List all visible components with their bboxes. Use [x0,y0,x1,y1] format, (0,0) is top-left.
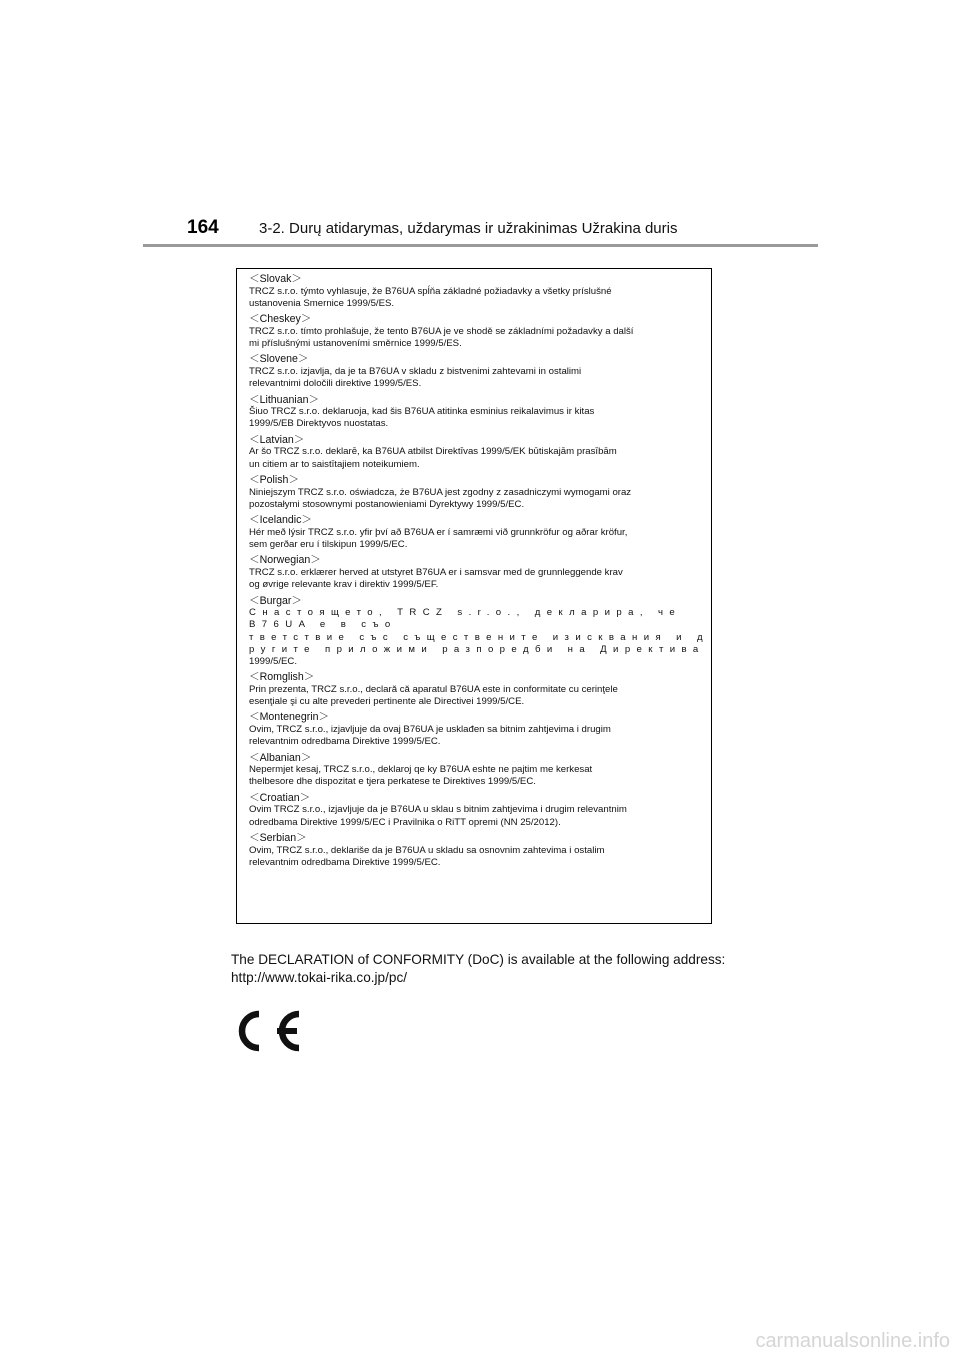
declaration-entry [249,832,711,869]
declaration-language: ＜Slovak＞ [249,273,302,285]
declaration-language: ＜Romglish＞ [249,671,315,684]
declaration-entry [249,554,711,591]
declaration-language: ＜Croatian＞ [249,791,311,804]
declaration-language: ＜Serbian＞ [249,832,307,845]
declaration-language: ＜Slovene＞ [249,353,309,366]
declaration-text: TRCZ s.r.o. erklærer herved at utstyret B76UA er i samsvar med de grunnleggende krav og øvrige relevante krav i direktiv 1999/5/EF. [249,566,623,591]
declaration-entry [249,273,711,310]
declaration-text: Ovim, TRCZ s.r.o., deklariše da je B76UA u skladu sa osnovnim zahtevima i ostalim relevantnim odredbama Direktive 1999/5/EC. [249,844,605,868]
declaration-entry [249,671,711,708]
watermark: carmanualsonline.info [755,1330,950,1352]
declaration-language: ＜Montenegrin＞ [249,711,330,724]
declaration-language: ＜Burgar＞ [249,594,302,607]
page-number: 164 [187,217,219,238]
declaration-entry [249,711,711,748]
declaration-language: ＜Polish＞ [249,473,300,486]
declaration-text: Hér með lýsir TRCZ s.r.o. yfir því að B76UA er í samræmi við grunnkröfur og aðrar kröfur, sem gerðar eru í tilskipun 1999/5/EC. [249,526,628,550]
declaration-text: Ovim, TRCZ s.r.o., izjavljuje da ovaj B76UA je usklađen sa bitnim zahtjevima i drugim relevantnim odredbama Direktive 1999/5/EC. [249,724,611,748]
declaration-language: ＜Cheskey＞ [249,313,312,326]
declaration-entry [249,595,711,669]
declaration-entry [249,434,711,471]
declaration-text: Prin prezenta, TRCZ s.r.o., declară că aparatul B76UA este in conformitate cu cerinţele esenţiale şi cu alte prevederi pertinente ale Directivei 1999/5/CE. [249,683,618,708]
declaration-text-line: 1999/5/ЕС. [249,655,298,667]
ce-mark-icon [229,1008,303,1054]
section-title: 3-2. Durų atidarymas, uždarymas ir užrakinimas Užrakina duris [259,220,678,237]
declaration-entry [249,353,711,390]
declaration-language: ＜Icelandic＞ [249,514,312,527]
doc-availability-note: The DECLARATION of CONFORMITY (DoC) is available at the following address: [231,952,726,967]
declaration-text-line: Снастоящето, TRCZ s.r.o., декларира, че B76UA е в съо [249,607,682,631]
declaration-text: Ar šo TRCZ s.r.o. deklarē, ka B76UA atbilst Direktīvas 1999/5/EK būtiskajām prasībām un citiem ar to saistītajiem noteikumiem. [249,446,617,470]
declaration-text: Niniejszym TRCZ s.r.o. oświadcza, że B76UA jest zgodny z zasadniczymi wymogami oraz pozostałymi stosownymi postanowieniami Dyrektywy 1999/5/EC. [249,486,632,510]
declaration-list [249,273,711,923]
declaration-text: Ovim TRCZ s.r.o., izjavljuje da je B76UA u sklau s bitnim zahtjevima i drugim relevantnim odredbama Direktive 1999/5/EC i Pravilnika o RiTT opremi (NN 25/2012). [249,804,627,828]
declaration-text: TRCZ s.r.o. tímto prohlašuje, že tento B76UA je ve shodě se základními požadavky a další mi příslušnými ustanoveními směrnice 1999/5/ES. [249,325,634,349]
doc-url: http://www.tokai-rika.co.jp/pc/ [231,970,408,985]
declaration-entry [249,474,711,511]
declaration-entry [249,394,711,431]
declaration-entry [249,514,711,551]
header-divider [143,244,818,247]
declaration-text-line: тветствие със съществените изисквания и д [249,631,709,643]
declaration-language: ＜Norwegian＞ [249,554,321,567]
declaration-language: ＜Latvian＞ [249,433,305,446]
declaration-text: TRCZ s.r.o. týmto vyhlasuje, že B76UA spĺňa základné požiadavky a všetky príslušné ustanovenia Smernice 1999/5/ES. [249,285,612,309]
declaration-box [236,268,712,924]
declaration-language: ＜Albanian＞ [249,751,312,764]
declaration-text: Šiuo TRCZ s.r.o. deklaruoja, kad šis B76UA atitinka esminius reikalavimus ir kitas 1999/5/EB Direktyvos nuostatas. [249,406,595,430]
declaration-text: Nepermjet kesaj, TRCZ s.r.o., deklaroj qe ky B76UA eshte ne pajtim me kerkesat thelbesore dhe dispozitat e tjera perkatese te Direktives 1999/5/EC. [249,764,593,788]
declaration-entry [249,752,711,789]
declaration-entry [249,313,711,350]
declaration-language: ＜Lithuanian＞ [249,393,320,406]
declaration-text-line: ругите приложими разпоредби на Директива [249,643,705,655]
declaration-text: TRCZ s.r.o. izjavlja, da je ta B76UA v skladu z bistvenimi zahtevami in ostalimi relevantnimi določili direktive 1999/5/ES. [249,365,582,390]
declaration-entry [249,792,711,829]
